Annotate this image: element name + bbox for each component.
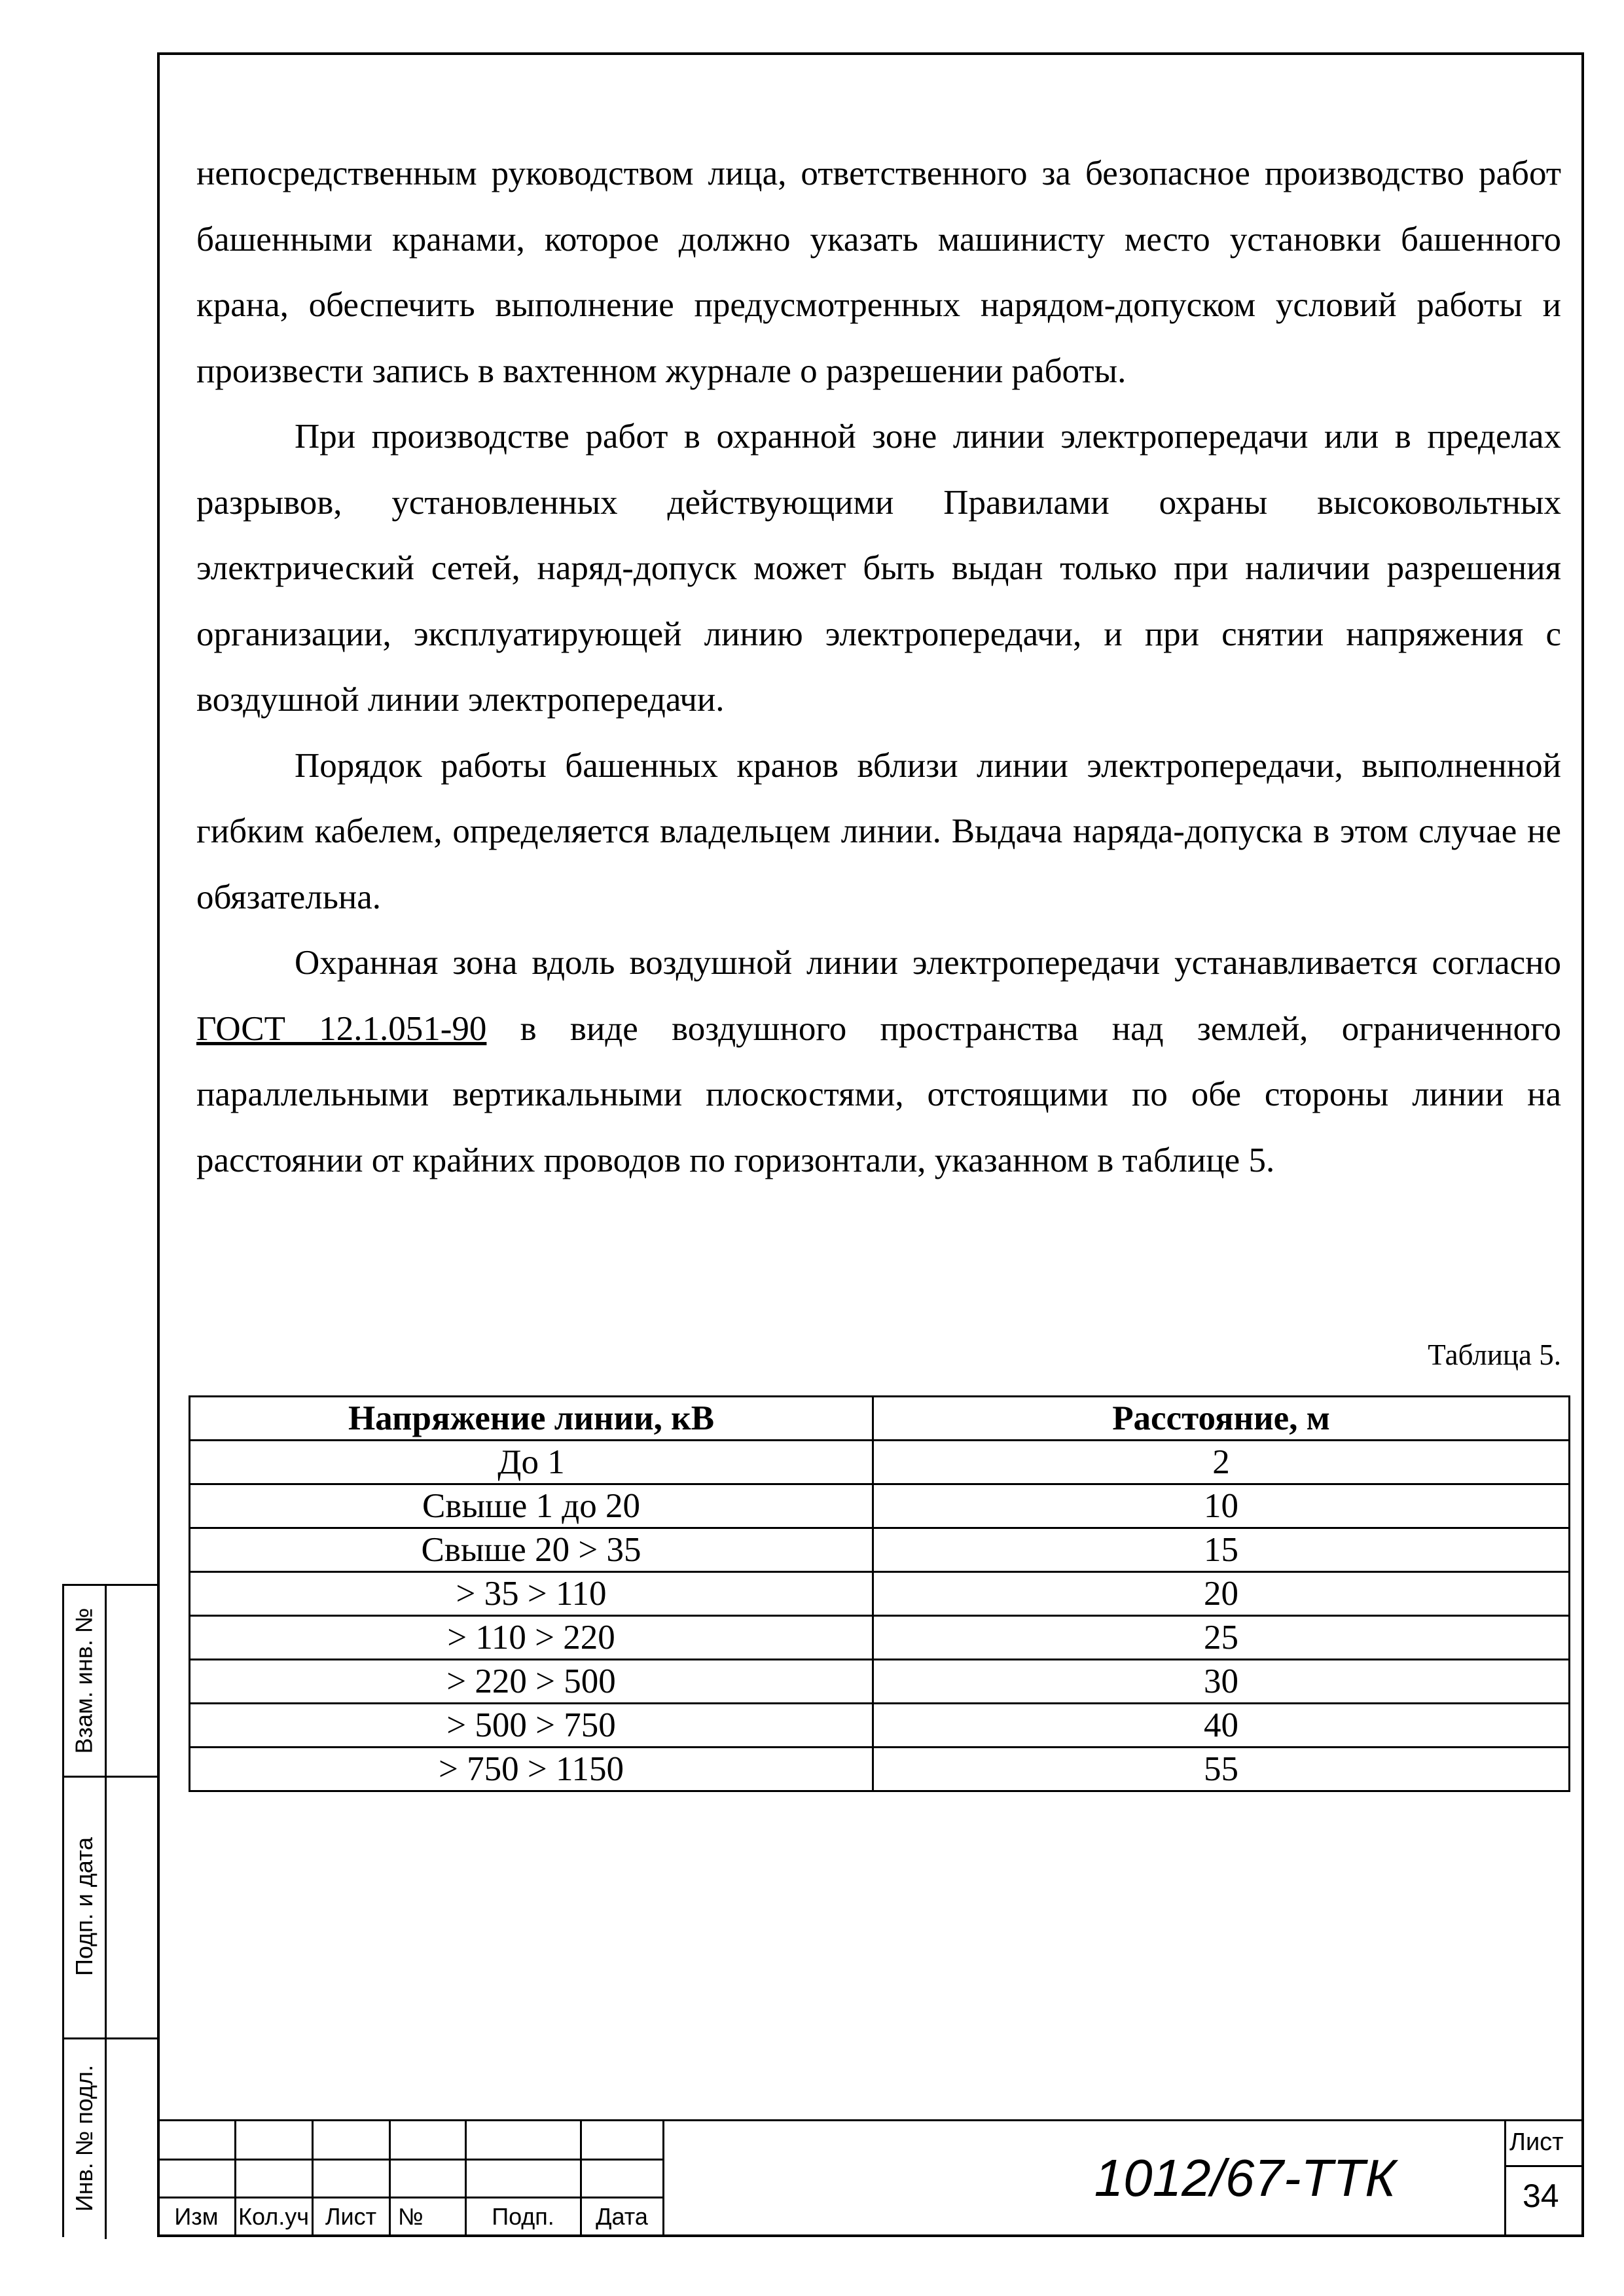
paragraph-4 xyxy=(196,930,1561,1193)
col-number-label: № xyxy=(398,2203,424,2230)
margin-stamp-column-line xyxy=(105,1586,107,2239)
body-text xyxy=(196,141,1561,1193)
distance-cell: 10 xyxy=(873,1484,1570,1528)
voltage-cell: > 35 > 110 xyxy=(190,1572,873,1616)
title-block xyxy=(157,2119,1584,2237)
table-row xyxy=(190,1441,1570,1484)
voltage-cell: Свыше 1 до 20 xyxy=(190,1484,873,1528)
margin-stamp xyxy=(62,1584,157,2237)
header-distance: Расстояние, м xyxy=(873,1397,1570,1441)
distance-cell: 30 xyxy=(873,1660,1570,1704)
distance-cell: 55 xyxy=(873,1748,1570,1791)
document-code: 1012/67-ТТК xyxy=(1094,2149,1396,2207)
table-row xyxy=(190,1528,1570,1572)
col-change-label: Изм xyxy=(174,2203,219,2230)
table-row xyxy=(190,1484,1570,1528)
table-row xyxy=(190,1704,1570,1748)
col-sheet-label: Лист xyxy=(325,2203,377,2230)
original-inventory-label: Инв. № подл. xyxy=(71,2064,98,2212)
distance-cell: 15 xyxy=(873,1528,1570,1572)
voltage-cell: > 110 > 220 xyxy=(190,1616,873,1660)
replace-inventory-label: Взам. инв. № xyxy=(71,1607,98,1754)
paragraph-2: При производстве работ в охранной зоне линии электропередачи или в пределах разрывов, установленных действующими Правилами охраны высоковольтных электрический сетей, наряд-допуск может быть выдан только при наличии разрешения организации, эксплуатирующей линию электропередачи, и при снятии напряжения с воздушной линии электропередачи. xyxy=(196,418,1561,719)
voltage-cell: > 750 > 1150 xyxy=(190,1748,873,1791)
distance-cell: 2 xyxy=(873,1441,1570,1484)
paragraph-3: Порядок работы башенных кранов вблизи линии электропередачи, выполненной гибким кабелем, определяется владельцем линии. Выдача наряда-допуска в этом случае не обязательна. xyxy=(196,746,1561,916)
voltage-cell: До 1 xyxy=(190,1441,873,1484)
table-row xyxy=(190,1572,1570,1616)
distance-cell: 25 xyxy=(873,1616,1570,1660)
table-row xyxy=(190,1748,1570,1791)
table-header-row xyxy=(190,1397,1570,1441)
paragraph-4-text-after: в виде воздушного пространства над землей, ограниченного параллельными вертикальными плоскостями, отстоящими по обе стороны линии на расстоянии от крайних проводов по горизонтали, указанном в таблице 5. xyxy=(196,1009,1562,1179)
col-date-label: Дата xyxy=(596,2203,648,2230)
voltage-cell: > 220 > 500 xyxy=(190,1660,873,1704)
gost-link[interactable]: ГОСТ 12.1.051-90 xyxy=(196,1009,487,1048)
paragraph-1: непосредственным руководством лица, ответственного за безопасное производство работ башенными кранами, которое должно указать машинисту место установки башенного крана, обеспечить выполнение предусмотренных нарядом-допуском условий работы и произвести запись в вахтенном журнале о разрешении работы. xyxy=(196,154,1561,390)
voltage-cell: Свыше 20 > 35 xyxy=(190,1528,873,1572)
table-caption: Таблица 5. xyxy=(1428,1338,1561,1371)
voltage-cell: > 500 > 750 xyxy=(190,1704,873,1748)
sheet-number: 34 xyxy=(1523,2178,1559,2214)
sheet-label: Лист xyxy=(1509,2128,1564,2156)
table-row xyxy=(190,1616,1570,1660)
signature-date-label: Подп. и дата xyxy=(71,1837,98,1977)
col-quantity-label: Кол.уч xyxy=(238,2203,309,2230)
table-row xyxy=(190,1660,1570,1704)
paragraph-4-text-before: Охранная зона вдоль воздушной линии электропередачи устанавливается согласно xyxy=(295,944,1561,982)
distance-cell: 40 xyxy=(873,1704,1570,1748)
header-voltage: Напряжение линии, кВ xyxy=(190,1397,873,1441)
distance-cell: 20 xyxy=(873,1572,1570,1616)
col-signature-label: Подп. xyxy=(492,2203,554,2230)
voltage-distance-table xyxy=(189,1395,1570,1792)
